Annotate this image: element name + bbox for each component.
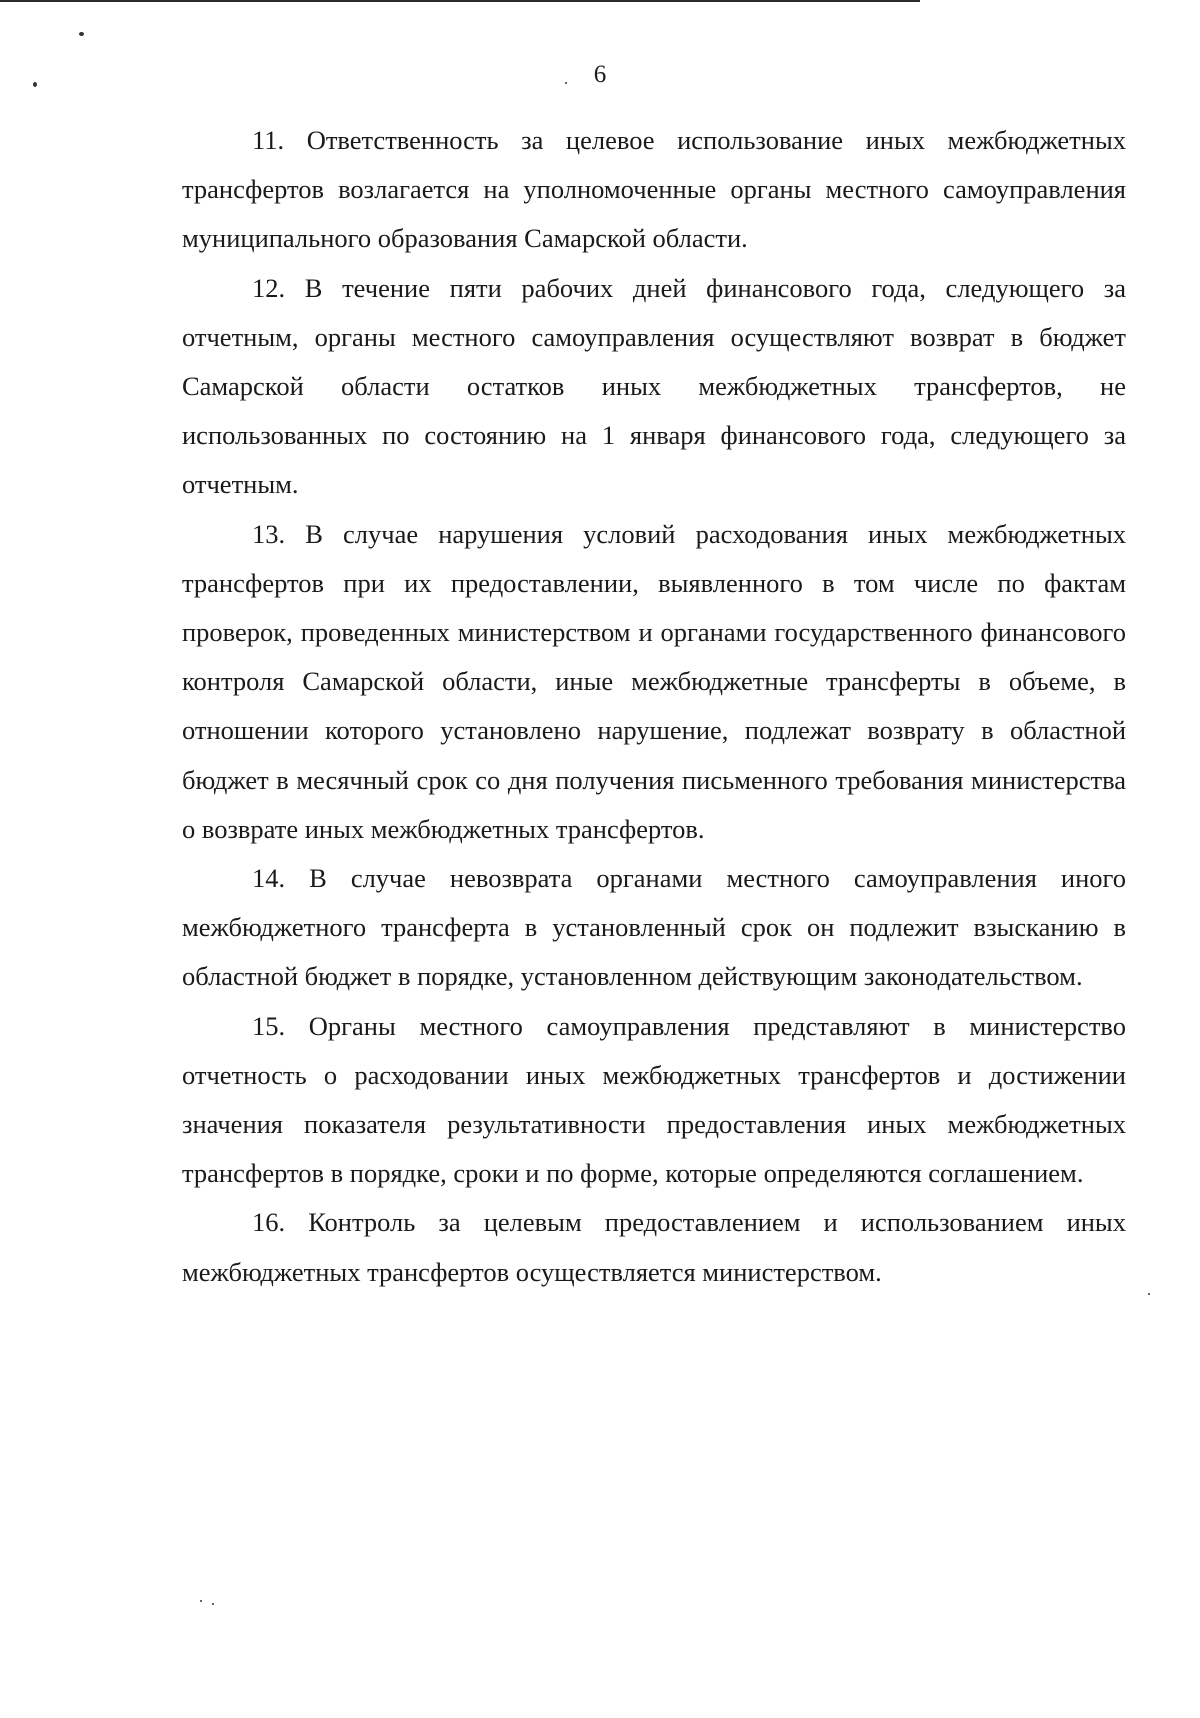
paragraph-12: 12. В течение пяти рабочих дней финансового года, следующего за отчетным, органы местного самоуправления осуществляют возврат в бюджет Самарской области остатков иных межбюджетных трансфертов, не использованных по состоянию на 1 января финансового года, следующего за отчетным. [182, 272, 1126, 500]
scan-speck [79, 32, 84, 36]
page-number: 6 [593, 61, 607, 88]
scan-speck [212, 1603, 214, 1605]
scan-speck [1148, 1293, 1150, 1295]
paragraph-14: 14. В случае невозврата органами местного самоуправления иного межбюджетного трансферта в установленный срок он подлежит взысканию в областной бюджет в порядке, установленном действующим законодательством. [182, 863, 1126, 992]
document-body [182, 116, 1126, 1297]
paragraph-15: 15. Органы местного самоуправления представляют в министерство отчетность о расходовании иных межбюджетных трансфертов и достижении значения показателя результативности предоставления иных межбюджетных трансфертов в порядке, сроки и по форме, которые определяются соглашением. [182, 1010, 1126, 1189]
scan-top-edge [0, 0, 920, 2]
scan-speck [200, 1600, 202, 1602]
paragraph-16: 16. Контроль за целевым предоставлением и использованием иных межбюджетных трансфертов осуществляется министерством. [182, 1207, 1126, 1287]
paragraph-13: 13. В случае нарушения условий расходования иных межбюджетных трансфертов при их предоставлении, выявленного в том числе по фактам проверок, проведенных министерством и органами государственного финансового контроля Самарской области, иные межбюджетные трансферты в объеме, в отношении которого установлено нарушение, подлежат возврату в областной бюджет в месячный срок со дня получения письменного требования министерства о возврате иных межбюджетных трансфертов. [182, 518, 1126, 844]
paragraph-11: 11. Ответственность за целевое использование иных межбюджетных трансфертов возлагается на уполномоченные органы местного самоуправления муниципального образования Самарской области. [182, 125, 1126, 254]
